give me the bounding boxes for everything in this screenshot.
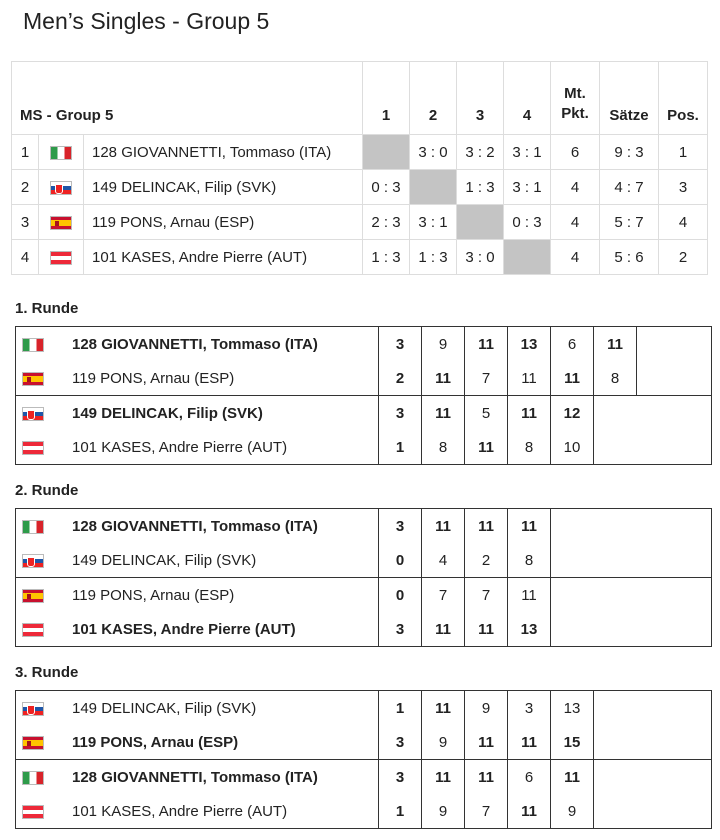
spacer-cell xyxy=(635,612,712,647)
page-title: Men’s Singles - Group 5 xyxy=(23,8,270,34)
player-name[interactable]: 149 DELINCAK, Filip (SVK) xyxy=(62,543,379,578)
flag-aut-icon xyxy=(22,805,44,819)
col-header: 1 xyxy=(363,62,410,135)
player-name[interactable]: 128 GIOVANNETTI, Tommaso (ITA) xyxy=(62,760,379,795)
match-player-row xyxy=(16,543,712,578)
game-score: 11 xyxy=(508,361,551,396)
game-score: 11 xyxy=(422,509,465,544)
standings-table xyxy=(11,61,708,275)
sets-won: 0 xyxy=(379,578,422,613)
score-cell: 0 : 3 xyxy=(504,205,551,240)
game-score: 9 xyxy=(422,725,465,760)
flag-ita-icon xyxy=(22,771,44,785)
spacer-cell xyxy=(636,794,712,829)
player-name[interactable]: 149 DELINCAK, Filip (SVK) xyxy=(62,396,379,431)
match-player-row xyxy=(16,691,712,726)
score-cell: 1 : 3 xyxy=(457,170,504,205)
score-cell: 0 : 3 xyxy=(363,170,410,205)
sets-won: 3 xyxy=(379,509,422,544)
match-player-row xyxy=(16,760,712,795)
match-player-row xyxy=(16,794,712,829)
flag-svk-icon xyxy=(22,702,44,716)
score-cell: 3 : 1 xyxy=(504,135,551,170)
group-label: MS - Group 5 xyxy=(12,62,363,135)
rank-cell: 3 xyxy=(12,205,39,240)
flag-aut-icon xyxy=(22,441,44,455)
flag-esp-icon xyxy=(22,372,44,386)
empty-game-cell xyxy=(594,760,637,795)
game-score: 11 xyxy=(594,327,637,362)
player-name[interactable]: 128 GIOVANNETTI, Tommaso (ITA) xyxy=(84,135,363,170)
flag-cell xyxy=(39,170,84,205)
col-header: Sätze xyxy=(600,62,659,135)
empty-game-cell xyxy=(594,794,637,829)
sets-won: 3 xyxy=(379,725,422,760)
round-label: 1. Runde xyxy=(15,300,79,317)
game-score: 15 xyxy=(551,725,594,760)
flag-svk-icon xyxy=(22,554,44,568)
game-score: 8 xyxy=(508,543,551,578)
self-match-cell xyxy=(504,240,551,275)
flag-esp-icon xyxy=(50,216,72,230)
sets-won: 0 xyxy=(379,543,422,578)
game-score: 9 xyxy=(422,794,465,829)
standings-row xyxy=(12,205,708,240)
game-score: 9 xyxy=(465,691,508,726)
score-cell: 1 : 3 xyxy=(363,240,410,275)
match-player-row xyxy=(16,396,712,431)
sets-won: 3 xyxy=(379,760,422,795)
empty-game-cell xyxy=(551,578,594,613)
score-cell: 3 : 1 xyxy=(504,170,551,205)
flag-cell xyxy=(16,327,63,362)
flag-svk-icon xyxy=(22,407,44,421)
rank-cell: 1 xyxy=(12,135,39,170)
match-player-row xyxy=(16,725,712,760)
score-cell: 3 : 0 xyxy=(410,135,457,170)
col-header: Mt. Pkt. xyxy=(551,62,600,135)
player-name[interactable]: 119 PONS, Arnau (ESP) xyxy=(62,361,379,396)
standings-header-row xyxy=(12,62,708,135)
flag-cell xyxy=(16,578,63,613)
spacer-cell xyxy=(636,760,712,795)
position-cell: 3 xyxy=(659,170,708,205)
self-match-cell xyxy=(410,170,457,205)
game-score: 13 xyxy=(508,612,551,647)
game-score: 11 xyxy=(551,361,594,396)
flag-cell xyxy=(16,361,63,396)
empty-game-cell xyxy=(551,509,594,544)
player-name[interactable]: 119 PONS, Arnau (ESP) xyxy=(62,725,379,760)
empty-game-cell xyxy=(594,725,637,760)
game-score: 11 xyxy=(465,760,508,795)
flag-cell xyxy=(16,794,63,829)
flag-cell xyxy=(16,760,63,795)
spacer-cell xyxy=(637,361,712,396)
game-score: 5 xyxy=(465,396,508,431)
sets-cell: 4 : 7 xyxy=(600,170,659,205)
position-cell: 4 xyxy=(659,205,708,240)
score-cell: 1 : 3 xyxy=(410,240,457,275)
flag-cell xyxy=(16,543,63,578)
sets-cell: 5 : 6 xyxy=(600,240,659,275)
game-score: 11 xyxy=(422,760,465,795)
standings-row xyxy=(12,135,708,170)
game-score: 11 xyxy=(508,578,551,613)
game-score: 7 xyxy=(422,578,465,613)
flag-cell xyxy=(16,691,63,726)
round-match-table xyxy=(15,326,712,465)
match-points: 4 xyxy=(551,170,600,205)
game-score: 11 xyxy=(551,760,594,795)
position-cell: 2 xyxy=(659,240,708,275)
match-player-row xyxy=(16,430,712,465)
game-score: 11 xyxy=(422,691,465,726)
sets-won: 1 xyxy=(379,794,422,829)
game-score: 8 xyxy=(594,361,637,396)
game-score: 11 xyxy=(508,509,551,544)
player-name[interactable]: 149 DELINCAK, Filip (SVK) xyxy=(62,691,379,726)
game-score: 4 xyxy=(422,543,465,578)
empty-game-cell xyxy=(593,543,635,578)
match-points: 4 xyxy=(551,205,600,240)
game-score: 11 xyxy=(465,509,508,544)
empty-game-cell xyxy=(551,612,594,647)
game-score: 7 xyxy=(465,361,508,396)
flag-cell xyxy=(16,509,63,544)
game-score: 10 xyxy=(551,430,594,465)
flag-cell xyxy=(16,430,63,465)
game-score: 13 xyxy=(551,691,594,726)
game-score: 7 xyxy=(465,578,508,613)
game-score: 3 xyxy=(508,691,551,726)
sets-cell: 5 : 7 xyxy=(600,205,659,240)
match-player-row xyxy=(16,361,712,396)
empty-game-cell xyxy=(593,578,635,613)
sets-won: 2 xyxy=(379,361,422,396)
score-cell: 3 : 1 xyxy=(410,205,457,240)
col-header: 4 xyxy=(504,62,551,135)
game-score: 11 xyxy=(465,327,508,362)
flag-cell xyxy=(16,396,63,431)
match-points: 4 xyxy=(551,240,600,275)
col-header: Pos. xyxy=(659,62,708,135)
game-score: 12 xyxy=(551,396,594,431)
rank-cell: 2 xyxy=(12,170,39,205)
game-score: 7 xyxy=(465,794,508,829)
round-label: 2. Runde xyxy=(15,482,79,499)
match-points: 6 xyxy=(551,135,600,170)
round-label: 3. Runde xyxy=(15,664,79,681)
game-score: 11 xyxy=(422,612,465,647)
game-score: 11 xyxy=(508,794,551,829)
match-player-row xyxy=(16,509,712,544)
player-name[interactable]: 101 KASES, Andre Pierre (AUT) xyxy=(84,240,363,275)
flag-ita-icon xyxy=(50,146,72,160)
game-score: 11 xyxy=(465,725,508,760)
sets-won: 1 xyxy=(379,430,422,465)
col-header: 3 xyxy=(457,62,504,135)
player-name[interactable]: 101 KASES, Andre Pierre (AUT) xyxy=(62,794,379,829)
empty-game-cell xyxy=(593,612,635,647)
game-score: 11 xyxy=(508,725,551,760)
game-score: 11 xyxy=(422,396,465,431)
game-score: 6 xyxy=(508,760,551,795)
flag-cell xyxy=(16,612,63,647)
game-score: 8 xyxy=(422,430,465,465)
standings-row xyxy=(12,170,708,205)
flag-esp-icon xyxy=(22,736,44,750)
spacer-cell xyxy=(635,543,712,578)
spacer-cell xyxy=(635,578,712,613)
flag-aut-icon xyxy=(50,251,72,265)
flag-ita-icon xyxy=(22,520,44,534)
round-match-table xyxy=(15,508,712,647)
flag-cell xyxy=(39,240,84,275)
empty-game-cell xyxy=(551,543,594,578)
spacer-cell xyxy=(637,396,712,431)
game-score: 8 xyxy=(508,430,551,465)
match-player-row xyxy=(16,612,712,647)
spacer-cell xyxy=(635,509,712,544)
game-score: 2 xyxy=(465,543,508,578)
player-name[interactable]: 119 PONS, Arnau (ESP) xyxy=(84,205,363,240)
empty-game-cell xyxy=(594,396,637,431)
sets-won: 3 xyxy=(379,396,422,431)
player-name[interactable]: 128 GIOVANNETTI, Tommaso (ITA) xyxy=(62,327,379,362)
flag-cell xyxy=(16,725,63,760)
self-match-cell xyxy=(457,205,504,240)
sets-cell: 9 : 3 xyxy=(600,135,659,170)
empty-game-cell xyxy=(594,430,637,465)
spacer-cell xyxy=(636,691,712,726)
score-cell: 2 : 3 xyxy=(363,205,410,240)
player-name[interactable]: 101 KASES, Andre Pierre (AUT) xyxy=(62,430,379,465)
spacer-cell xyxy=(637,327,712,362)
empty-game-cell xyxy=(593,509,635,544)
player-name[interactable]: 128 GIOVANNETTI, Tommaso (ITA) xyxy=(62,509,379,544)
flag-svk-icon xyxy=(50,181,72,195)
flag-cell xyxy=(39,205,84,240)
spacer-cell xyxy=(637,430,712,465)
self-match-cell xyxy=(363,135,410,170)
sets-won: 1 xyxy=(379,691,422,726)
flag-esp-icon xyxy=(22,589,44,603)
match-player-row xyxy=(16,327,712,362)
col-header: 2 xyxy=(410,62,457,135)
game-score: 11 xyxy=(465,612,508,647)
game-score: 11 xyxy=(508,396,551,431)
game-score: 9 xyxy=(422,327,465,362)
game-score: 9 xyxy=(551,794,594,829)
empty-game-cell xyxy=(594,691,637,726)
game-score: 6 xyxy=(551,327,594,362)
player-name[interactable]: 101 KASES, Andre Pierre (AUT) xyxy=(62,612,379,647)
flag-ita-icon xyxy=(22,338,44,352)
round-match-table xyxy=(15,690,712,829)
score-cell: 3 : 2 xyxy=(457,135,504,170)
match-player-row xyxy=(16,578,712,613)
flag-aut-icon xyxy=(22,623,44,637)
standings-row xyxy=(12,240,708,275)
rank-cell: 4 xyxy=(12,240,39,275)
player-name[interactable]: 119 PONS, Arnau (ESP) xyxy=(62,578,379,613)
game-score: 11 xyxy=(465,430,508,465)
player-name[interactable]: 149 DELINCAK, Filip (SVK) xyxy=(84,170,363,205)
game-score: 11 xyxy=(422,361,465,396)
flag-cell xyxy=(39,135,84,170)
score-cell: 3 : 0 xyxy=(457,240,504,275)
game-score: 13 xyxy=(508,327,551,362)
sets-won: 3 xyxy=(379,612,422,647)
spacer-cell xyxy=(636,725,712,760)
position-cell: 1 xyxy=(659,135,708,170)
sets-won: 3 xyxy=(379,327,422,362)
